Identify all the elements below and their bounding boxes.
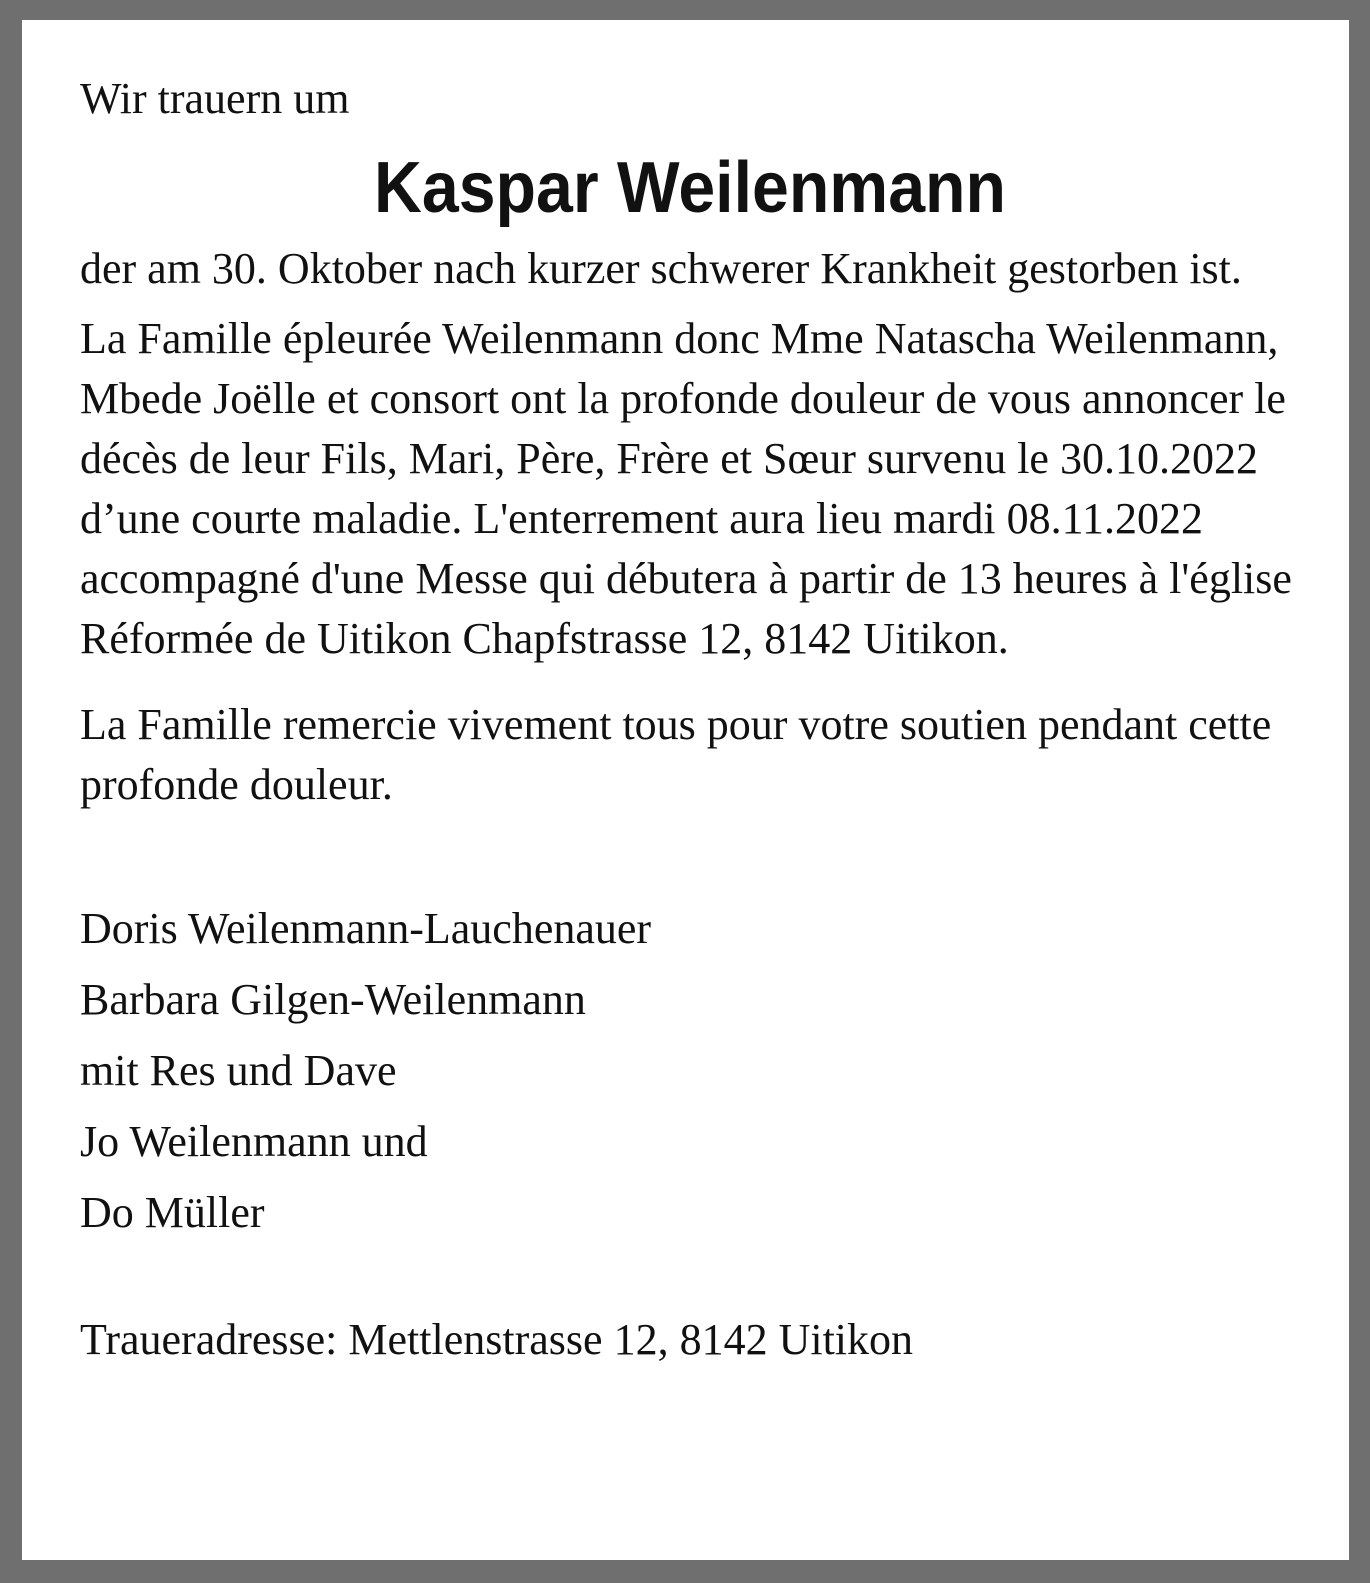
deceased-name: Kaspar Weilenmann [374,148,1006,228]
mourner-name: Do Müller [80,1188,265,1237]
obituary-content [80,75,1300,1370]
thanks-text: La Famille remercie vivement tous pour votre soutien pendant cette profonde douleur. [80,700,1272,809]
mourning-address: Traueradresse: Mettlenstrasse 12, 8142 Uitikon [80,1315,914,1364]
family-announcement-text: La Famille épleurée Weilenmann donc Mme Natascha Weilenmann, Mbede Joëlle et consort ont la profonde douleur de vous annoncer le décès de leur Fils, Mari, Père, Frère et Sœur survenu le 30.10.2022 d’une courte maladie. L'enterrement aura lieu mardi 08.11.2022 accompagné d'une Messe qui débutera à partir de 13 heures à l'église Réformée de Uitikon Chapfstrasse 12, 8142 Uitikon. [80,314,1292,663]
obituary-page [22,20,1349,1560]
mourner-name: Jo Weilenmann und [80,1117,428,1166]
mourner-name: Doris Weilenmann-Lauchenauer [80,904,652,953]
mourner-name: mit Res und Dave [80,1046,397,1095]
intro-text: Wir trauern um [80,74,350,123]
mourners-list [80,893,1300,1248]
death-notice-text: der am 30. Oktober nach kurzer schwerer Krankheit gestorben ist. [80,244,1242,293]
mourner-name: Barbara Gilgen-Weilenmann [80,975,586,1024]
